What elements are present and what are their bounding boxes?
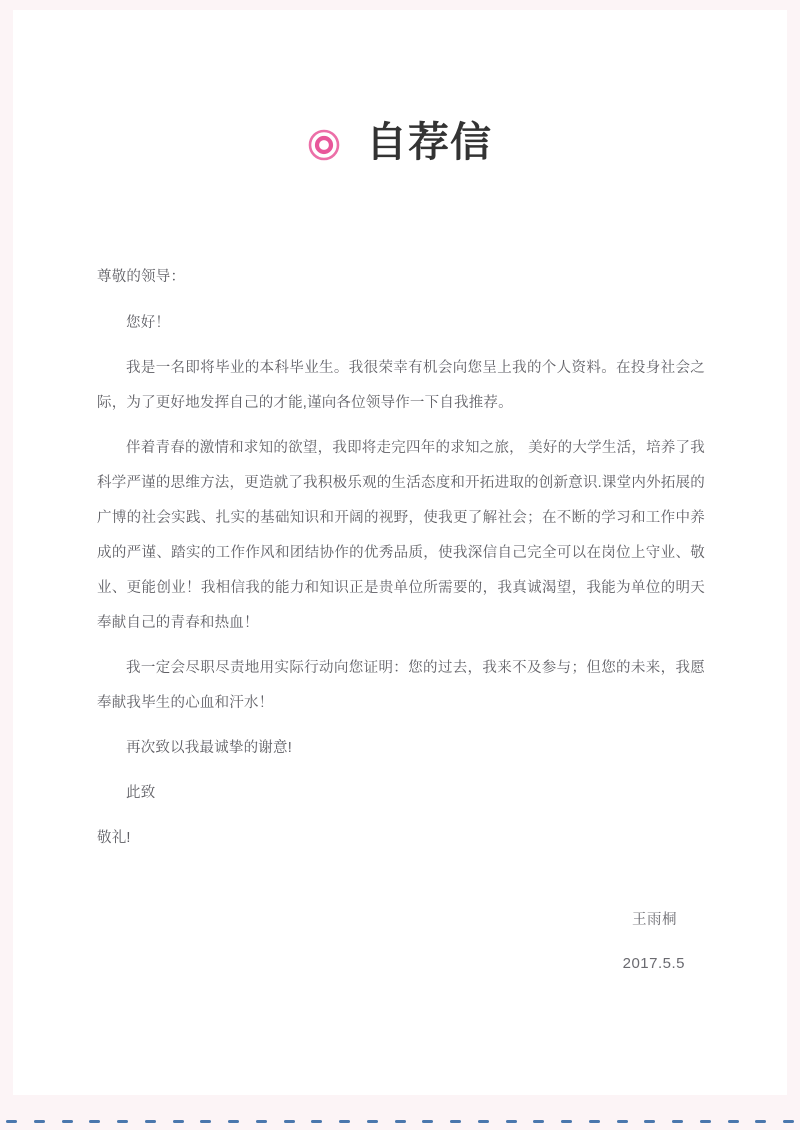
signature-date: 2017.5.5 (622, 955, 685, 972)
bottom-dash-strip (0, 1119, 800, 1123)
dash-mark (228, 1120, 239, 1123)
dash-mark (728, 1120, 739, 1123)
dash-mark (145, 1120, 156, 1123)
letter-salutation: 尊敬的领导： (97, 269, 186, 285)
document-card (13, 10, 787, 1095)
dash-mark (506, 1120, 517, 1123)
letter-greeting: 您好！ (126, 315, 171, 331)
dash-mark (450, 1120, 461, 1123)
dash-mark (422, 1120, 433, 1123)
dash-mark (395, 1120, 406, 1123)
dash-mark (311, 1120, 322, 1123)
dash-mark (284, 1120, 295, 1123)
dash-mark (783, 1120, 794, 1123)
document-header (13, 119, 787, 165)
dash-mark (644, 1120, 655, 1123)
signature-block (97, 908, 705, 976)
dash-mark (6, 1120, 17, 1123)
dash-mark (589, 1120, 600, 1123)
dash-mark (34, 1120, 45, 1123)
dash-mark (173, 1120, 184, 1123)
letter-closing-line: 此致 (126, 785, 156, 801)
signature-name: 王雨桐 (632, 912, 677, 928)
dash-mark (617, 1120, 628, 1123)
dash-mark (62, 1120, 73, 1123)
page-title: 自荐信 (366, 119, 492, 165)
letter-salute: 敬礼! (97, 830, 131, 846)
dash-mark (256, 1120, 267, 1123)
dash-mark (672, 1120, 683, 1123)
dash-mark (367, 1120, 378, 1123)
letter-paragraph-1: 我是一名即将毕业的本科毕业生。我很荣幸有机会向您呈上我的个人资料。在投身社会之际，为了更好地发挥自己的才能,谨向各位领导作一下自我推荐。 (97, 360, 705, 411)
letter-paragraph-2: 伴着青春的激情和求知的欲望，我即将走完四年的求知之旅， 美好的大学生活，培养了我科学严谨的思维方法，更造就了我积极乐观的生活态度和开拓进取的创新意识.课堂内外拓展的广博的社会实践、扎实的基础知识和开阔的视野，使我更了解社会；在不断的学习和工作中养成的严谨、踏实的工作作风和团结协作的优秀品质，使我深信自己完全可以在岗位上守业、敬业、更能创业！我相信我的能力和知识正是贵单位所需要的，我真诚渴望，我能为单位的明天奉献自己的青春和热血！ (97, 440, 705, 631)
letter-paragraph-4: 再次致以我最诚挚的谢意! (126, 740, 292, 756)
dash-mark (89, 1120, 100, 1123)
dash-mark (561, 1120, 572, 1123)
dash-mark (478, 1120, 489, 1123)
dash-mark (700, 1120, 711, 1123)
target-bullseye-icon (308, 129, 340, 161)
dash-mark (117, 1120, 128, 1123)
letter-paragraph-3: 我一定会尽职尽责地用实际行动向您证明：您的过去，我来不及参与；但您的未来，我愿奉献我毕生的心血和汗水！ (97, 660, 705, 711)
dash-mark (755, 1120, 766, 1123)
dash-mark (339, 1120, 350, 1123)
dash-mark (200, 1120, 211, 1123)
letter-body (97, 260, 705, 866)
dash-mark (533, 1120, 544, 1123)
